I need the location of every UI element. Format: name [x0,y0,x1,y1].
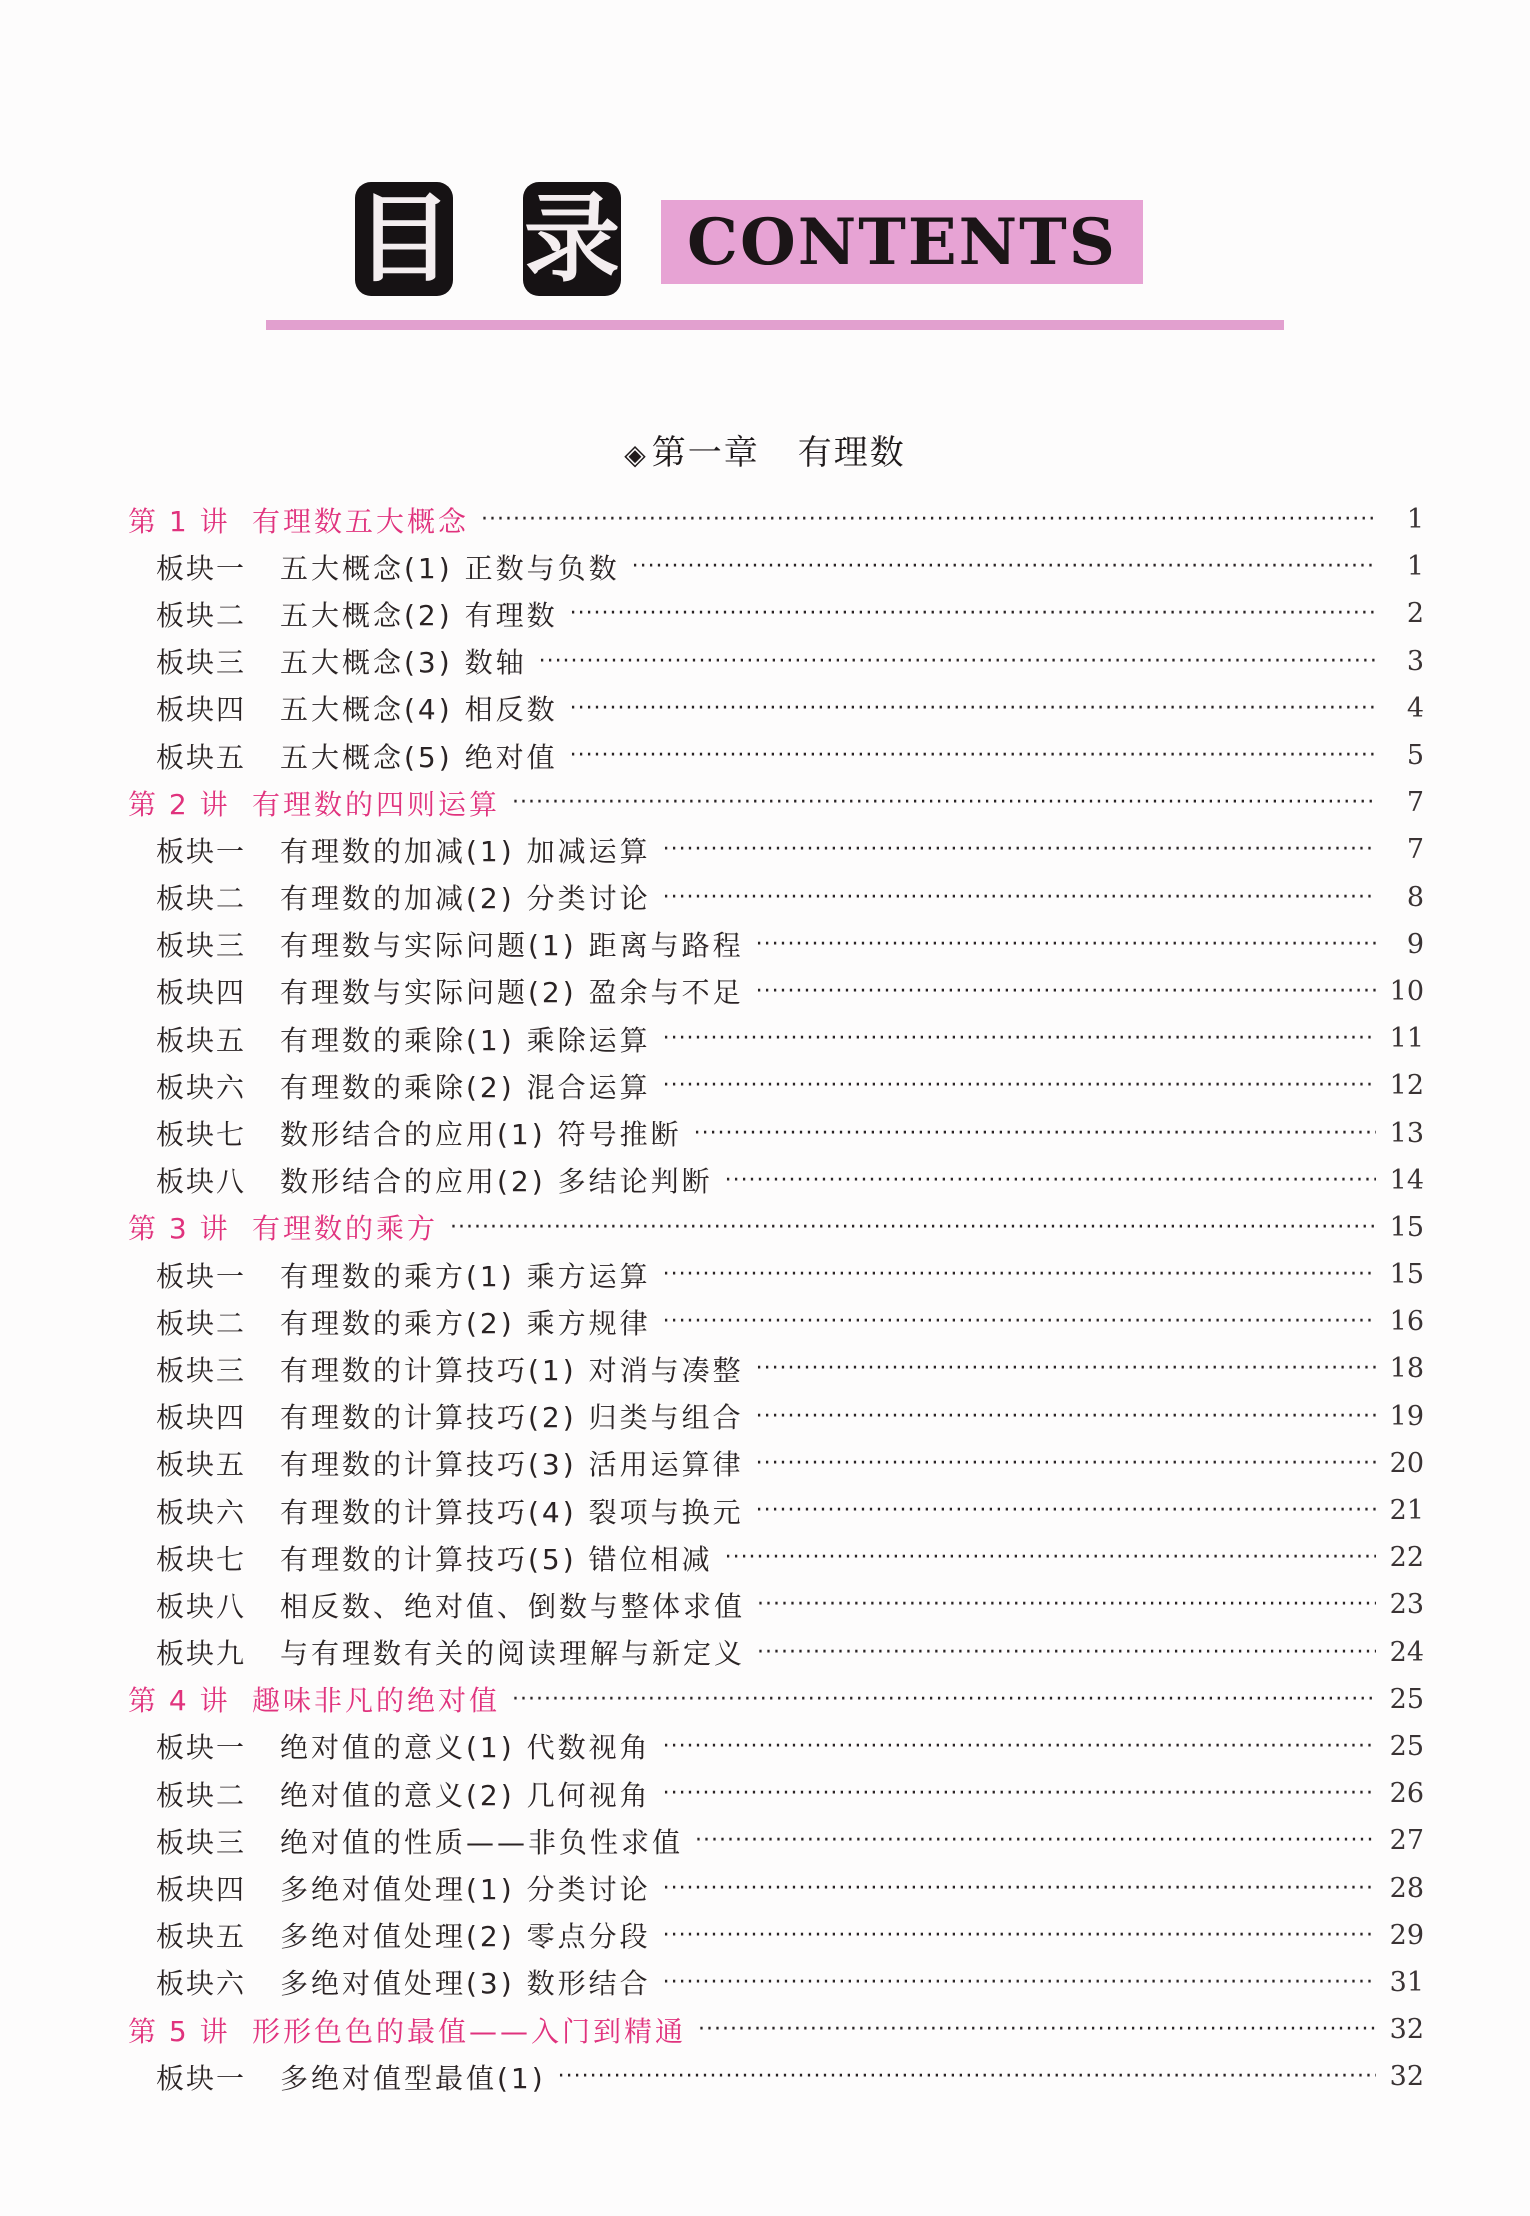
toc-entry-title: 有理数与实际问题(1) 距离与路程 [280,929,744,963]
toc-entry-title: 形形色色的最值——入门到精通 [252,2014,687,2048]
dot-leader [663,1073,1376,1098]
toc-entry-label: 板块八 [156,1589,247,1623]
toc-section-row[interactable] [128,1393,1424,1440]
toc-page-number: 7 [1406,787,1424,819]
toc-page-number: 15 [1389,1259,1424,1291]
toc-entry-label: 板块三 [156,1353,247,1387]
dot-leader [756,1498,1376,1523]
dot-leader [512,1687,1376,1712]
dot-leader [450,1215,1376,1240]
toc-section-row[interactable] [128,732,1424,779]
toc-page-number: 9 [1406,928,1424,960]
toc-entry-label: 板块五 [156,740,247,774]
dot-leader [570,743,1376,768]
dot-leader [725,1545,1376,1570]
toc-lecture-row[interactable] [128,1204,1424,1251]
toc-section-row[interactable] [128,1817,1424,1864]
toc-entry-label: 板块四 [156,693,247,727]
chapter-number: 第一章 [651,433,760,473]
dot-leader [570,696,1376,721]
toc-entry-title: 有理数的计算技巧(3) 活用运算律 [280,1448,744,1482]
toc-entry-label: 板块三 [156,929,247,963]
toc-entry-label: 板块五 [156,1920,247,1954]
toc-entry-label: 板块八 [156,1165,247,1199]
toc-entry-label: 板块二 [156,882,247,916]
toc-section-row[interactable] [128,968,1424,1015]
toc-entry-title: 趣味非凡的绝对值 [252,1684,501,1718]
dot-leader [725,1168,1376,1193]
toc-entry-title: 有理数五大概念 [252,504,470,538]
dot-leader [663,1309,1376,1334]
toc-page-number: 8 [1406,881,1424,913]
chapter-name: 有理数 [797,433,906,473]
toc-section-row[interactable] [128,1298,1424,1345]
toc-entry-label: 板块四 [156,976,247,1010]
toc-section-row[interactable] [128,685,1424,732]
toc-entry-title: 五大概念(1) 正数与负数 [280,551,620,585]
toc-entry-title: 多绝对值处理(2) 零点分段 [280,1920,651,1954]
toc-entry-label: 板块三 [156,1825,247,1859]
dot-leader [695,1828,1376,1853]
toc-page-number: 15 [1389,1211,1424,1243]
toc-page-number: 1 [1406,551,1424,583]
contents-header [355,182,1143,296]
toc-entry-label: 板块七 [156,1118,247,1152]
toc-entry-title: 多绝对值处理(1) 分类讨论 [280,1873,651,1907]
toc-page-number: 23 [1389,1589,1424,1621]
toc-section-row[interactable] [128,1345,1424,1392]
toc-lecture-row[interactable] [128,496,1424,543]
toc-entry-title: 有理数的乘方(2) 乘方规律 [280,1306,651,1340]
dot-leader [570,601,1376,626]
dot-leader [756,979,1376,1004]
toc-entry-title: 绝对值的性质——非负性求值 [280,1825,684,1859]
toc-entry-title: 相反数、绝对值、倒数与整体求值 [280,1589,746,1623]
diamond-marker-icon: ◈ [624,438,648,471]
toc-section-row[interactable] [128,1723,1424,1770]
toc-section-row[interactable] [128,2053,1424,2100]
dot-leader [512,790,1376,815]
toc-entry-label: 板块四 [156,1873,247,1907]
toc-entry-title: 有理数的计算技巧(5) 错位相减 [280,1542,713,1576]
toc-section-row[interactable] [128,1109,1424,1156]
toc-section-row[interactable] [128,1015,1424,1062]
toc-entry-title: 数形结合的应用(2) 多结论判断 [280,1165,713,1199]
toc-entry-title: 五大概念(2) 有理数 [280,598,558,632]
toc-page-number: 29 [1389,1919,1424,1951]
toc-entry-title: 有理数的乘方 [252,1212,439,1246]
dot-leader [663,1970,1376,1995]
toc-page-number: 28 [1389,1872,1424,1904]
toc-entry-title: 数形结合的应用(1) 符号推断 [280,1118,682,1152]
toc-entry-label: 板块一 [156,834,247,868]
toc-entry-label: 板块一 [156,1259,247,1293]
toc-entry-label: 板块五 [156,1023,247,1057]
toc-entry-label: 板块二 [156,1306,247,1340]
toc-section-row[interactable] [128,826,1424,873]
toc-entry-title: 有理数的加减(1) 加减运算 [280,834,651,868]
toc-section-row[interactable] [128,1534,1424,1581]
toc-page-number: 1 [1406,504,1424,536]
toc-entry-label: 第 2 讲 [128,787,230,821]
toc-entry-label: 板块三 [156,646,247,680]
toc-section-row[interactable] [128,1581,1424,1628]
toc-page-number: 20 [1389,1447,1424,1479]
dot-leader [663,1876,1376,1901]
toc-entry-label: 第 1 讲 [128,504,230,538]
toc-entry-label: 板块六 [156,1070,247,1104]
toc-entry-label: 第 4 讲 [128,1684,230,1718]
toc-section-row[interactable] [128,1157,1424,1204]
heading-char-mu: 目 [356,183,452,295]
toc-entry-label: 板块六 [156,1495,247,1529]
toc-page-number: 13 [1389,1117,1424,1149]
dot-leader [756,1356,1376,1381]
toc-page-number: 21 [1389,1495,1424,1527]
dot-leader [663,1262,1376,1287]
toc-page-number: 18 [1389,1353,1424,1385]
toc-page-number: 19 [1389,1400,1424,1432]
toc-page-number: 2 [1406,598,1424,630]
toc-section-row[interactable] [128,921,1424,968]
toc-section-row[interactable] [128,1487,1424,1534]
dot-leader [558,2064,1376,2089]
toc-entry-label: 板块四 [156,1401,247,1435]
dot-leader [632,554,1376,579]
toc-section-row[interactable] [128,1864,1424,1911]
toc-section-row[interactable] [128,1770,1424,1817]
header-divider [266,320,1284,330]
dot-leader [481,507,1376,532]
dot-leader [756,932,1376,957]
toc-entry-title: 五大概念(4) 相反数 [280,693,558,727]
toc-page-number: 11 [1389,1023,1424,1055]
toc-entry-title: 五大概念(3) 数轴 [280,646,527,680]
toc-entry-label: 板块二 [156,1778,247,1812]
toc-entry-label: 板块二 [156,598,247,632]
toc-entry-label: 板块五 [156,1448,247,1482]
toc-section-row[interactable] [128,1440,1424,1487]
dot-leader [663,885,1376,910]
dot-leader [698,2017,1376,2042]
toc-section-row[interactable] [128,1959,1424,2006]
dot-leader [756,1404,1376,1429]
toc-entry-title: 绝对值的意义(1) 代数视角 [280,1731,651,1765]
dot-leader [694,1121,1376,1146]
contents-label-box [661,200,1143,284]
toc-entry-label: 板块一 [156,551,247,585]
toc-section-row[interactable] [128,874,1424,921]
dot-leader [663,1734,1376,1759]
toc-entry-title: 绝对值的意义(2) 几何视角 [280,1778,651,1812]
toc-lecture-row[interactable] [128,779,1424,826]
dot-leader [756,1451,1376,1476]
contents-label: CONTENTS [687,204,1117,280]
dot-leader [757,1640,1376,1665]
toc-page-number: 24 [1389,1636,1424,1668]
toc-page-number: 25 [1389,1730,1424,1762]
toc-entry-title: 五大概念(5) 绝对值 [280,740,558,774]
toc-entry-title: 有理数的计算技巧(1) 对消与凑整 [280,1353,744,1387]
toc-page-number: 16 [1389,1306,1424,1338]
toc-entry-title: 有理数的乘除(2) 混合运算 [280,1070,651,1104]
dot-leader [663,1781,1376,1806]
toc-entry-label: 第 3 讲 [128,1212,230,1246]
toc-entry-label: 板块一 [156,1731,247,1765]
toc-page-number: 3 [1406,645,1424,677]
dot-leader [663,1026,1376,1051]
dot-leader [663,837,1376,862]
toc-entry-title: 多绝对值处理(3) 数形结合 [280,1967,651,2001]
toc-entry-label: 板块七 [156,1542,247,1576]
toc-entry-title: 与有理数有关的阅读理解与新定义 [280,1637,746,1671]
toc-page-number: 22 [1389,1542,1424,1574]
toc-section-row[interactable] [128,638,1424,685]
toc-entry-title: 有理数的加减(2) 分类讨论 [280,882,651,916]
dot-leader [757,1592,1376,1617]
toc-section-row[interactable] [128,1629,1424,1676]
toc-section-row[interactable] [128,1912,1424,1959]
toc-page-number: 25 [1389,1683,1424,1715]
dot-leader [539,649,1376,674]
toc-section-row[interactable] [128,590,1424,637]
toc-page-number: 5 [1406,740,1424,772]
toc-section-row[interactable] [128,1062,1424,1109]
toc-page-number: 32 [1389,2014,1424,2046]
toc-entry-title: 多绝对值型最值(1) [280,2061,546,2095]
toc-lecture-row[interactable] [128,2006,1424,2053]
chapter-heading [0,425,1530,474]
toc-section-row[interactable] [128,543,1424,590]
toc-page-number: 32 [1389,2061,1424,2093]
toc-entry-title: 有理数的四则运算 [252,787,501,821]
toc-entry-label: 板块九 [156,1637,247,1671]
toc-page-number: 7 [1406,834,1424,866]
toc-entry-title: 有理数的乘方(1) 乘方运算 [280,1259,651,1293]
toc-entry-label: 板块一 [156,2061,247,2095]
toc-page-number: 26 [1389,1778,1424,1810]
toc-entry-title: 有理数的计算技巧(2) 归类与组合 [280,1401,744,1435]
toc-entry-title: 有理数的计算技巧(4) 裂项与换元 [280,1495,744,1529]
toc-page-number: 14 [1389,1164,1424,1196]
toc-page-number: 31 [1389,1966,1424,1998]
heading-char-lu: 录 [524,183,620,295]
toc-page-number: 27 [1389,1825,1424,1857]
toc-entry-title: 有理数的乘除(1) 乘除运算 [280,1023,651,1057]
toc-page-number: 10 [1389,975,1424,1007]
toc-lecture-row[interactable] [128,1676,1424,1723]
toc-page-number: 4 [1406,692,1424,724]
toc-entry-label: 第 5 讲 [128,2014,230,2048]
toc-entry-title: 有理数与实际问题(2) 盈余与不足 [280,976,744,1010]
toc-section-row[interactable] [128,1251,1424,1298]
toc-entry-label: 板块六 [156,1967,247,2001]
toc-page-number: 12 [1389,1070,1424,1102]
table-of-contents [128,496,1424,2100]
dot-leader [663,1923,1376,1948]
